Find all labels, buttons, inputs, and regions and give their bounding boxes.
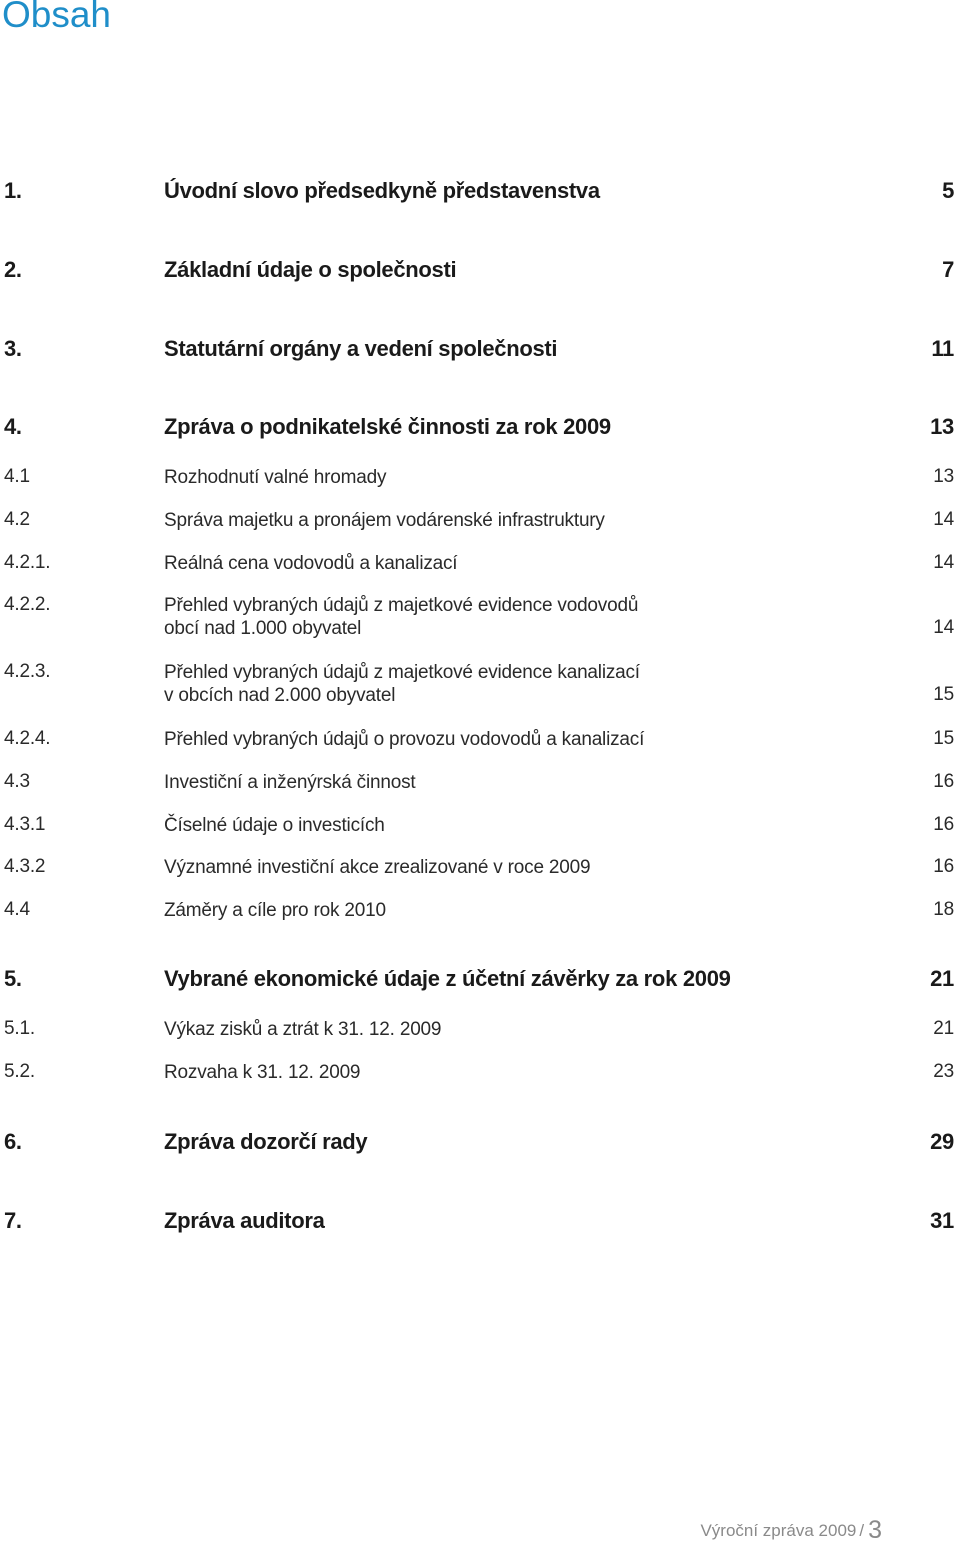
toc-title: Zpráva dozorčí rady xyxy=(164,1129,368,1154)
toc-page-number: 14 xyxy=(933,552,954,573)
page-footer xyxy=(700,1516,882,1545)
toc-title: Významné investiční akce zrealizované v roce 2009 xyxy=(164,857,591,878)
toc-number: 6. xyxy=(4,1129,22,1154)
toc-page-number: 11 xyxy=(931,336,954,361)
toc-page-number: 13 xyxy=(933,466,954,487)
toc-number: 3. xyxy=(4,336,22,361)
footer-text: Výroční zpráva 2009 xyxy=(700,1521,857,1540)
toc-number: 4.2.2. xyxy=(4,594,51,615)
toc-title: Přehled vybraných údajů o provozu vodovodů a kanalizací xyxy=(164,729,645,750)
footer-separator: / xyxy=(859,1521,865,1540)
toc-page-number: 7 xyxy=(942,257,954,282)
toc-title: Reálná cena vodovodů a kanalizací xyxy=(164,553,458,574)
toc-number: 4.4 xyxy=(4,899,30,920)
toc-page-number: 31 xyxy=(930,1208,954,1233)
toc-title: Záměry a cíle pro rok 2010 xyxy=(164,900,386,921)
toc-number: 5. xyxy=(4,966,22,991)
toc-number: 4.2 xyxy=(4,509,30,530)
toc-title: Investiční a inženýrská činnost xyxy=(164,772,416,793)
footer-page-number: 3 xyxy=(868,1516,882,1544)
toc-number: 4.2.1. xyxy=(4,552,51,573)
toc-page-number: 5 xyxy=(942,178,954,203)
toc-title: Rozhodnutí valné hromady xyxy=(164,467,387,488)
toc-number: 4.2.4. xyxy=(4,728,51,749)
page-title: Obsah xyxy=(2,0,112,35)
toc-page-number: 16 xyxy=(933,814,954,835)
toc-number: 4.1 xyxy=(4,466,30,487)
toc-page-number: 16 xyxy=(933,771,954,792)
toc-number: 7. xyxy=(4,1208,22,1233)
toc-page-number: 21 xyxy=(930,966,954,991)
toc-title: Přehled vybraných údajů z majetkové evidence kanalizací v obcích nad 2.000 obyvatel xyxy=(164,662,640,706)
toc-title: Statutární orgány a vedení společnosti xyxy=(164,336,558,361)
toc-title: Správa majetku a pronájem vodárenské infrastruktury xyxy=(164,510,605,531)
toc-page-number: 16 xyxy=(933,856,954,877)
toc-title: Zpráva o podnikatelské činnosti za rok 2009 xyxy=(164,414,611,439)
toc-title: Rozvaha k 31. 12. 2009 xyxy=(164,1062,361,1083)
toc-number: 4.3.2 xyxy=(4,856,46,877)
toc-page-number: 14 xyxy=(933,617,954,638)
toc-title: Vybrané ekonomické údaje z účetní závěrky za rok 2009 xyxy=(164,966,731,991)
toc-page-number: 15 xyxy=(933,728,954,749)
toc-number: 5.2. xyxy=(4,1061,35,1082)
toc-number: 2. xyxy=(4,257,22,282)
toc-number: 4. xyxy=(4,414,22,439)
toc-title: Číselné údaje o investicích xyxy=(164,815,385,836)
toc-page-number: 23 xyxy=(933,1061,954,1082)
toc-number: 1. xyxy=(4,178,22,203)
toc-number: 4.3 xyxy=(4,771,30,792)
toc-number: 5.1. xyxy=(4,1018,35,1039)
toc-title: Přehled vybraných údajů z majetkové evidence vodovodů obcí nad 1.000 obyvatel xyxy=(164,595,639,639)
toc-page-number: 18 xyxy=(933,899,954,920)
toc-title: Zpráva auditora xyxy=(164,1208,325,1233)
toc-title: Úvodní slovo předsedkyně představenstva xyxy=(164,178,600,203)
toc-title: Výkaz zisků a ztrát k 31. 12. 2009 xyxy=(164,1019,442,1040)
toc-title: Základní údaje o společnosti xyxy=(164,257,457,282)
toc-page-number: 29 xyxy=(930,1129,954,1154)
toc-number: 4.3.1 xyxy=(4,814,46,835)
toc-page-number: 15 xyxy=(933,684,954,705)
toc-page-number: 13 xyxy=(930,414,954,439)
toc-page-number: 21 xyxy=(933,1018,954,1039)
toc-number: 4.2.3. xyxy=(4,661,51,682)
toc-page-number: 14 xyxy=(933,509,954,530)
